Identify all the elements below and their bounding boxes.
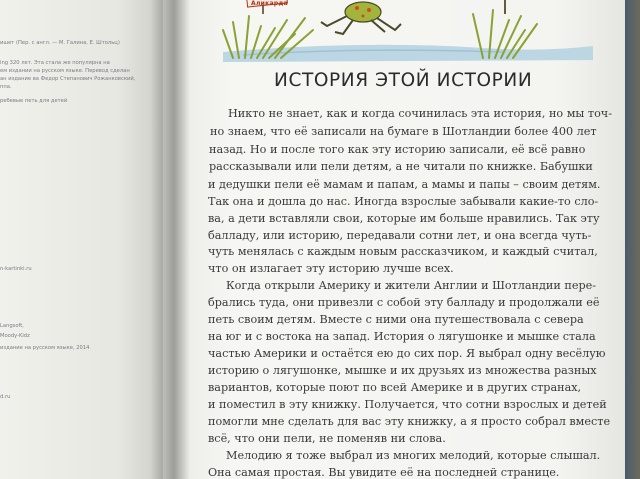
paragraph-line: петь своим детям. Вместе с ними она путешествовала с севера [208, 313, 584, 326]
paragraph-line: на юг и с востока на запад. История о лягушонке и мышке стала [208, 330, 596, 343]
paragraph-line: Так она и дошла до нас. Иногда взрослые забывали какие-то сло- [208, 195, 599, 208]
frog-icon [321, 2, 401, 34]
paragraph-line: Мелодию я тоже выбрал из многих мелодий, которые слышал. [226, 449, 601, 462]
paragraph-line: и поместил в эту книжку. Получается, что сотни взрослых и детей [208, 398, 607, 411]
paragraph-line: вариантов, которые поют по всей Америке и в других странах, [208, 381, 582, 394]
sign-text: Аликарда [251, 0, 288, 7]
left-page-line: ан издание ва Федор Степанович Рожанковский, [0, 76, 136, 82]
paragraph-line: что он излагает эту историю лучше всех. [208, 262, 454, 275]
paragraph-line: Никто не знает, как и когда сочинилась эта история, но мы точ- [228, 107, 612, 120]
illustration [163, 0, 625, 70]
paragraph-line: назад. Но и после того как эту историю записали, её всё равно [209, 143, 586, 156]
left-page-line: Langsoft, [0, 323, 24, 329]
left-page-line: n-kartinki.ru [0, 266, 32, 272]
left-page-line: издание на русском языке, 2014 [0, 345, 90, 351]
paragraph-line: и дедушки пели её мамам и папам, а мамы и папы – своим детям. [208, 178, 601, 191]
left-page-line: ing 320 лет. Эта стала же популярна на [0, 60, 110, 66]
paragraph-line: но знаем, что её записали на бумаге в Шотландии более 400 лет [210, 125, 597, 138]
left-page-line: ем издании на русском языке. Перевод сделан [0, 68, 130, 74]
left-page-line: ппа. [0, 84, 12, 90]
page-title: ИСТОРИЯ ЭТОЙ ИСТОРИИ [274, 70, 533, 91]
paragraph-line: Когда открыли Америку и жители Англии и Шотландии пере- [226, 279, 597, 292]
paragraph-line: частью Америки и остаётся ею до сих пор. Я выбрал одну весёлую [208, 347, 606, 360]
left-page-line: ребевые петь для детей [0, 98, 68, 104]
left-page-line: Moody-Kidz [0, 333, 30, 339]
right-page [163, 0, 625, 479]
paragraph-line: помогли мне сделать для вас эту книжку, а я просто собрал вместе [208, 415, 611, 428]
paragraph-line: балладу, или историю, передавали сотни лет, и она всегда чуть- [208, 229, 592, 242]
paragraph-line: чуть менялась с каждым новым рассказчиком, и каждый считал, [208, 245, 598, 258]
paragraph-line: брались туда, они привезли с собой эту балладу и продолжали её [208, 296, 600, 309]
book-spine [150, 0, 190, 479]
left-page-line: ишет (Пер. с англ. — М. Галина, Е. Штольц) [0, 40, 120, 46]
paragraph-line: всё, что они пели, не поменяв ни слова. [208, 432, 446, 445]
paragraph-line: ва, а дети вставляли свои, которые им больше нравились. Так эту [208, 212, 600, 225]
paragraph-line: рассказывали или пели детям, а не читали по книжке. Бабушки [209, 160, 593, 173]
paragraph-line: историю о лягушонке, мышке и их друзьях из множества разных [208, 364, 597, 377]
left-page-line: d.ru [0, 394, 11, 400]
paragraph-line: Она самая простая. Вы увидите её на последней странице. [208, 466, 560, 479]
left-page [0, 0, 170, 479]
